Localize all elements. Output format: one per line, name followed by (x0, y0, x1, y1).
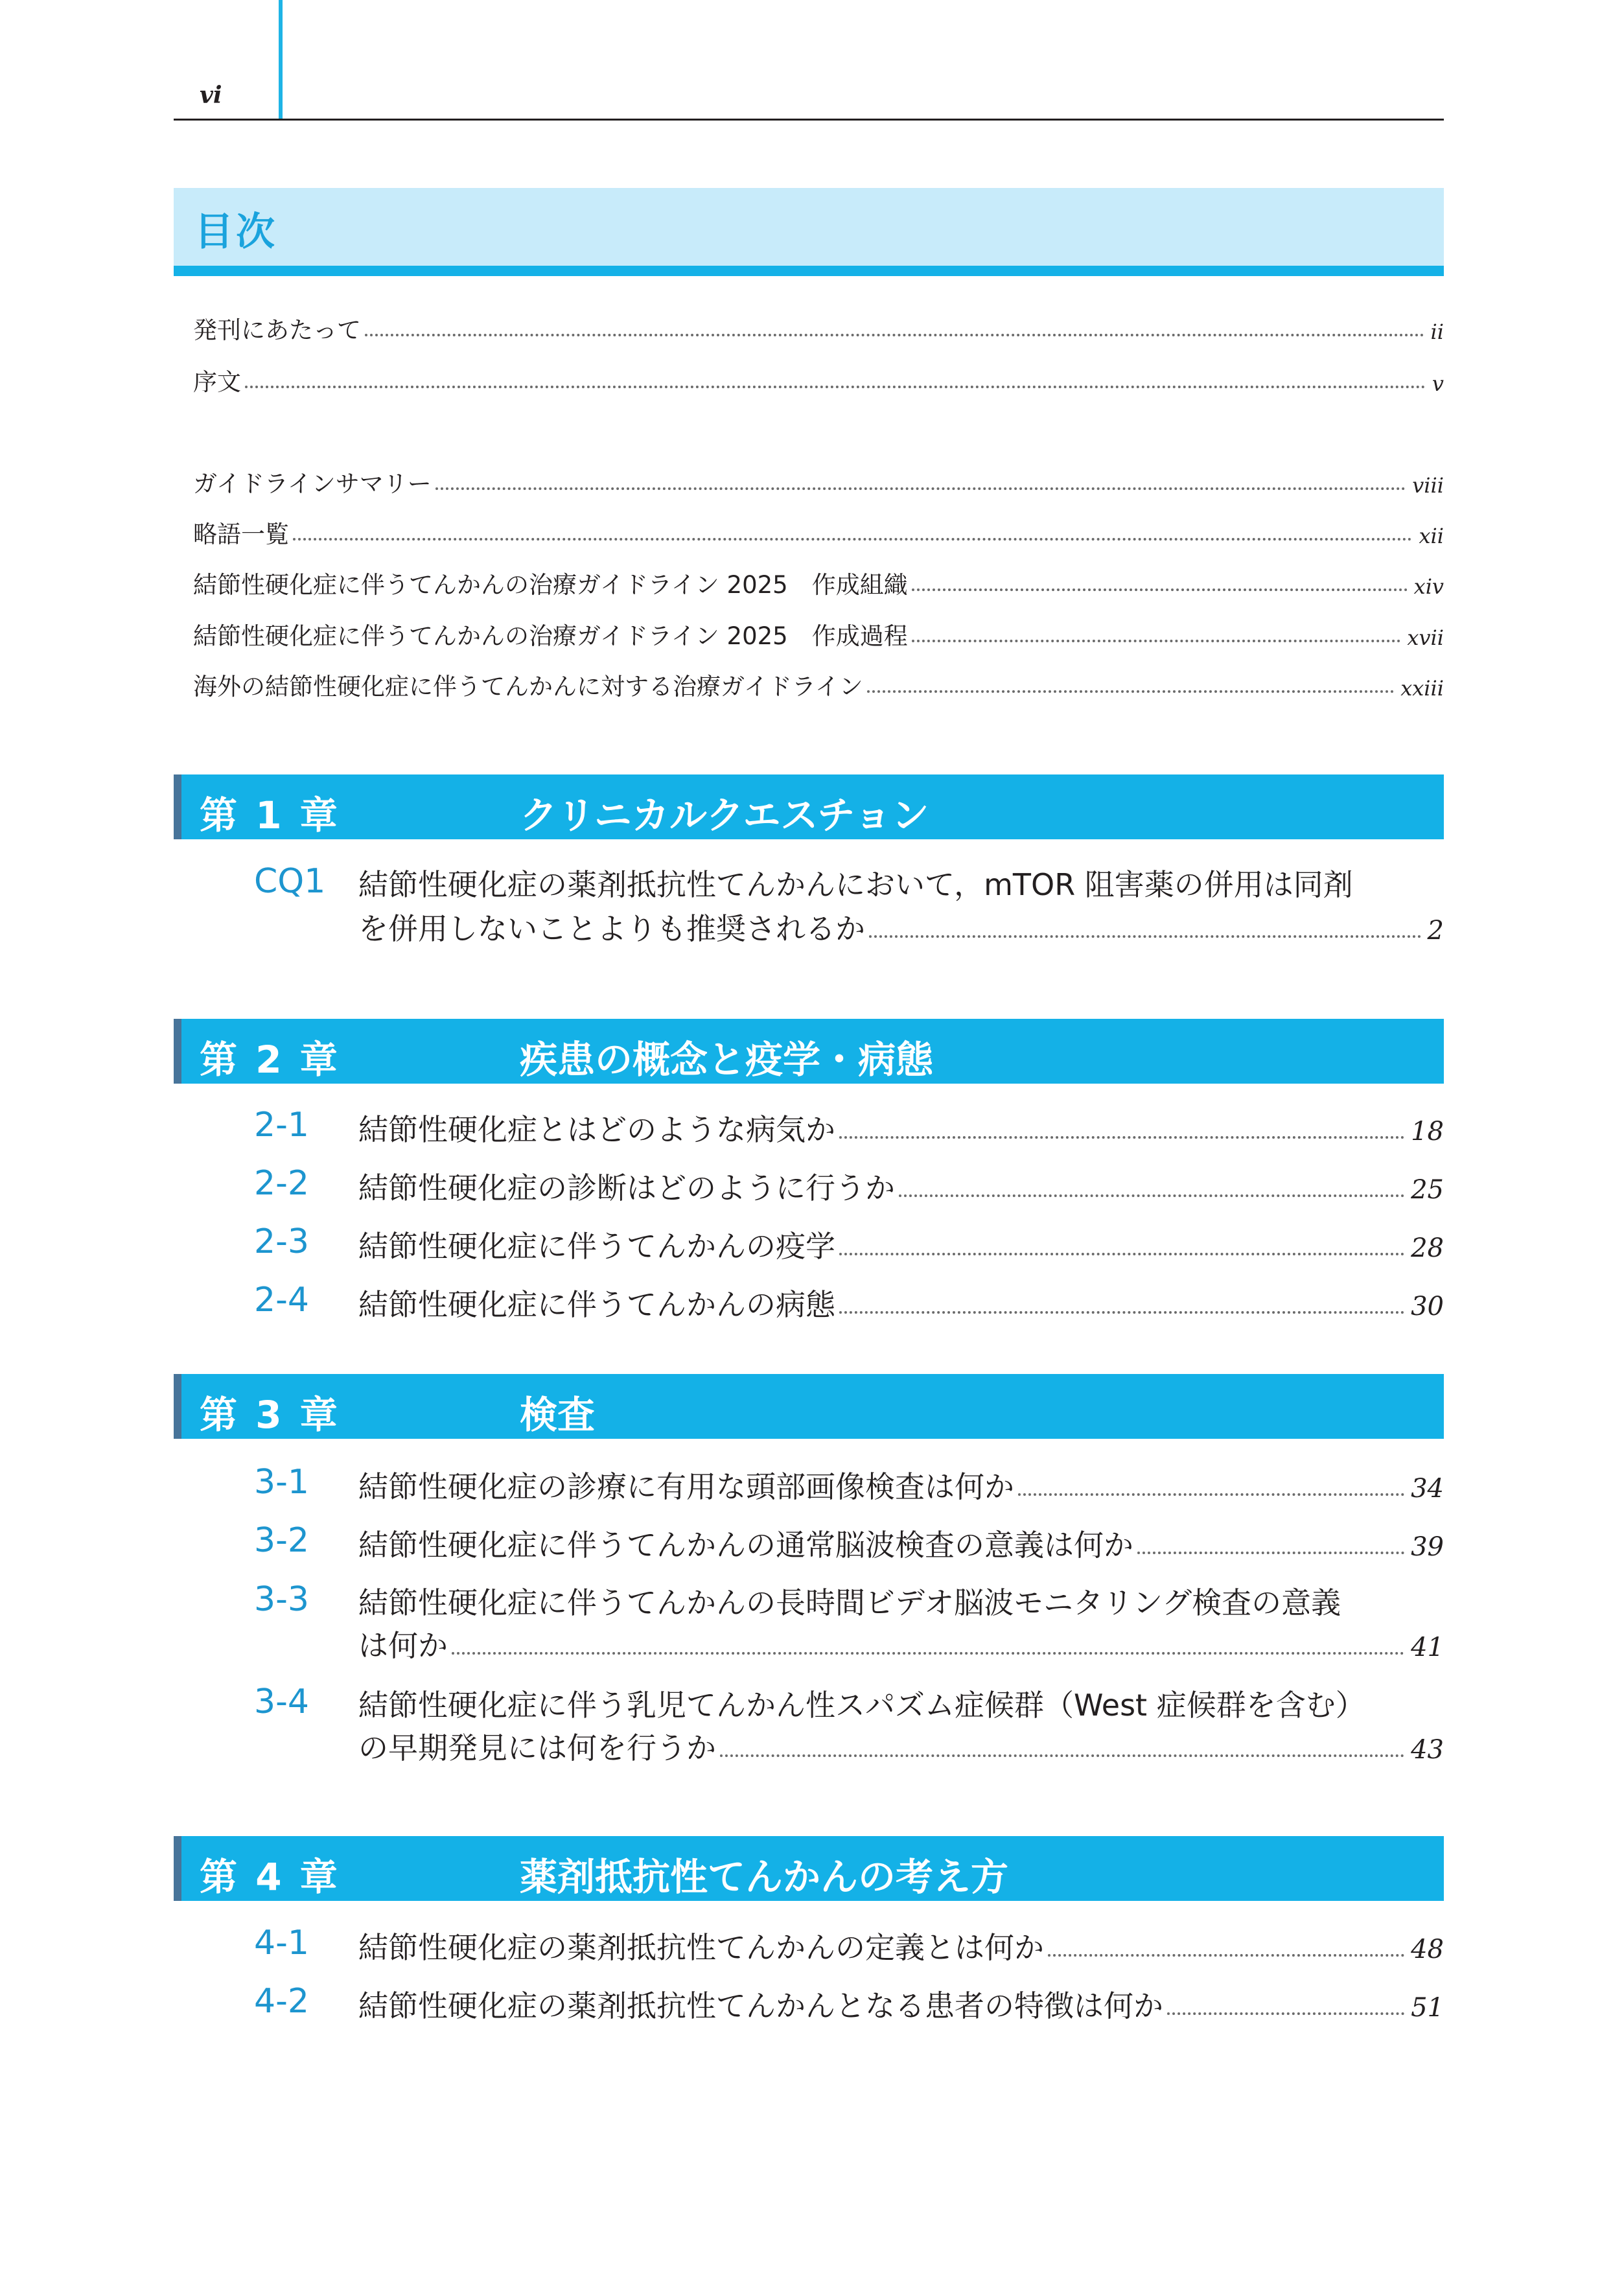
entry-title: 結節性硬化症の薬剤抵抗性てんかんの定義とは何か (358, 1930, 1044, 1965)
entry-page: 28 (1411, 1233, 1444, 1263)
leader-dots (452, 1652, 1404, 1655)
entry-page: xiv (1413, 574, 1444, 599)
entry-page: 2 (1427, 916, 1444, 946)
entry-title: 結節性硬化症の診断はどのように行うか (358, 1170, 895, 1205)
chapter-heading[interactable] (174, 1836, 1444, 1901)
header-accent-line (279, 0, 283, 121)
toc-entry[interactable] (358, 1461, 1444, 1502)
toc-entry[interactable] (358, 1104, 1444, 1145)
toc-entry-front-matter[interactable] (193, 362, 1444, 394)
chapter-title: クリニカルクエスチョン (520, 793, 929, 837)
entry-page: 51 (1411, 1993, 1444, 2023)
entry-number: 2-1 (254, 1106, 309, 1145)
entry-number: 2-3 (254, 1222, 309, 1261)
chapter-title: 疾患の概念と疫学・病態 (520, 1038, 934, 1082)
toc-entry[interactable] (358, 903, 1444, 944)
toc-entry[interactable] (358, 1723, 1444, 1763)
entry-page: 18 (1411, 1117, 1444, 1146)
toc-entry[interactable] (358, 1620, 1444, 1663)
leader-dots (899, 1194, 1404, 1197)
entry-number: 2-2 (254, 1164, 309, 1203)
entry-title-line1[interactable]: 結節性硬化症の薬剤抵抗性てんかんにおいて，mTOR 阻害薬の併用は同剤 (358, 867, 1353, 902)
leader-dots (293, 538, 1412, 541)
toc-entry-front-matter[interactable] (193, 666, 1444, 699)
chapter-number: 第 1 章 (200, 793, 340, 837)
entry-page: 39 (1411, 1532, 1444, 1562)
entry-number: CQ1 (254, 862, 326, 901)
leader-dots (839, 1311, 1404, 1314)
entry-page: xvii (1407, 625, 1444, 650)
entry-title: 海外の結節性硬化症に伴うてんかんに対する治療ガイドライン (193, 673, 863, 701)
toc-title: 目次 (194, 209, 277, 255)
entry-number: 4-1 (254, 1924, 309, 1962)
entry-page: xii (1419, 524, 1444, 548)
entry-title: 結節性硬化症に伴うてんかんの通常脳波検査の意義は何か (358, 1528, 1133, 1563)
entry-number: 3-4 (254, 1682, 309, 1721)
toc-entry-front-matter[interactable] (193, 310, 1444, 342)
toc-entry[interactable] (358, 1520, 1444, 1563)
entry-number: 3-1 (254, 1463, 309, 1502)
header-rule (174, 119, 1444, 121)
leader-dots (365, 334, 1424, 336)
leader-dots (435, 487, 1406, 490)
entry-number: 2-4 (254, 1281, 309, 1320)
leader-dots (720, 1754, 1404, 1757)
entry-title-line1[interactable]: 結節性硬化症に伴う乳児てんかん性スパズム症候群（West 症候群を含む） (358, 1688, 1365, 1723)
entry-page: 48 (1411, 1935, 1444, 1964)
entry-number: 3-2 (254, 1521, 309, 1560)
toc-entry[interactable] (358, 1163, 1444, 1203)
entry-title: 結節性硬化症に伴うてんかんの病態 (358, 1287, 835, 1322)
page-number: vi (200, 82, 222, 109)
toc-entry-front-matter[interactable] (193, 616, 1444, 648)
leader-dots (839, 1136, 1404, 1139)
entry-page: v (1432, 371, 1444, 396)
leader-dots (912, 640, 1401, 642)
toc-entry-front-matter[interactable] (193, 463, 1444, 496)
entry-page: 25 (1411, 1175, 1444, 1205)
entry-title: ガイドラインサマリー (193, 470, 432, 498)
entry-title: 発刊にあたって (193, 316, 361, 344)
leader-dots (1018, 1493, 1404, 1496)
entry-page: 41 (1411, 1633, 1444, 1662)
leader-dots (1167, 2012, 1404, 2015)
chapter-heading[interactable] (174, 1019, 1444, 1084)
entry-title: 序文 (193, 368, 241, 396)
chapter-number: 第 2 章 (200, 1038, 340, 1082)
leader-dots (1048, 1954, 1404, 1957)
chapter-title: 薬剤抵抗性てんかんの考え方 (520, 1855, 1009, 1899)
entry-title: 結節性硬化症に伴うてんかんの疫学 (358, 1229, 835, 1264)
chapter-number: 第 4 章 (200, 1855, 340, 1899)
leader-dots (839, 1253, 1404, 1255)
entry-title-line1[interactable]: 結節性硬化症に伴うてんかんの長時間ビデオ脳波モニタリング検査の意義 (358, 1585, 1341, 1620)
entry-title-line2: を併用しないことよりも推奨されるか (358, 911, 865, 946)
leader-dots (912, 588, 1408, 591)
entry-page: xxiii (1400, 676, 1444, 701)
entry-title: 結節性硬化症とはどのような病気か (358, 1112, 835, 1147)
toc-entry[interactable] (358, 1221, 1444, 1264)
leader-dots (867, 690, 1394, 693)
entry-page: 43 (1411, 1735, 1444, 1765)
toc-title-banner (174, 188, 1444, 276)
toc-entry-front-matter[interactable] (193, 514, 1444, 546)
entry-title: 結節性硬化症に伴うてんかんの治療ガイドライン 2025 作成組織 (193, 571, 908, 599)
entry-page: ii (1430, 320, 1444, 344)
entry-page: 34 (1411, 1474, 1444, 1504)
entry-title-line2: は何か (358, 1628, 448, 1663)
entry-number: 4-2 (254, 1982, 309, 2021)
leader-dots (1137, 1552, 1404, 1554)
leader-dots (245, 386, 1426, 388)
entry-page: 30 (1411, 1292, 1444, 1321)
entry-title-line2: の早期発見には何を行うか (358, 1730, 716, 1765)
entry-title: 結節性硬化症の薬剤抵抗性てんかんとなる患者の特徴は何か (358, 1988, 1163, 2023)
entry-title: 結節性硬化症の診療に有用な頭部画像検査は何か (358, 1469, 1014, 1504)
chapter-heading[interactable] (174, 1374, 1444, 1439)
leader-dots (869, 935, 1421, 938)
toc-entry[interactable] (358, 1922, 1444, 1965)
chapter-number: 第 3 章 (200, 1393, 340, 1437)
entry-number: 3-3 (254, 1580, 309, 1619)
entry-title: 結節性硬化症に伴うてんかんの治療ガイドライン 2025 作成過程 (193, 622, 908, 650)
toc-entry-front-matter[interactable] (193, 565, 1444, 597)
chapter-heading[interactable] (174, 774, 1444, 839)
toc-entry[interactable] (358, 1981, 1444, 2021)
chapter-title: 検査 (520, 1393, 596, 1437)
entry-title: 略語一覧 (193, 520, 289, 548)
entry-page: viii (1412, 473, 1444, 498)
toc-entry[interactable] (358, 1279, 1444, 1320)
